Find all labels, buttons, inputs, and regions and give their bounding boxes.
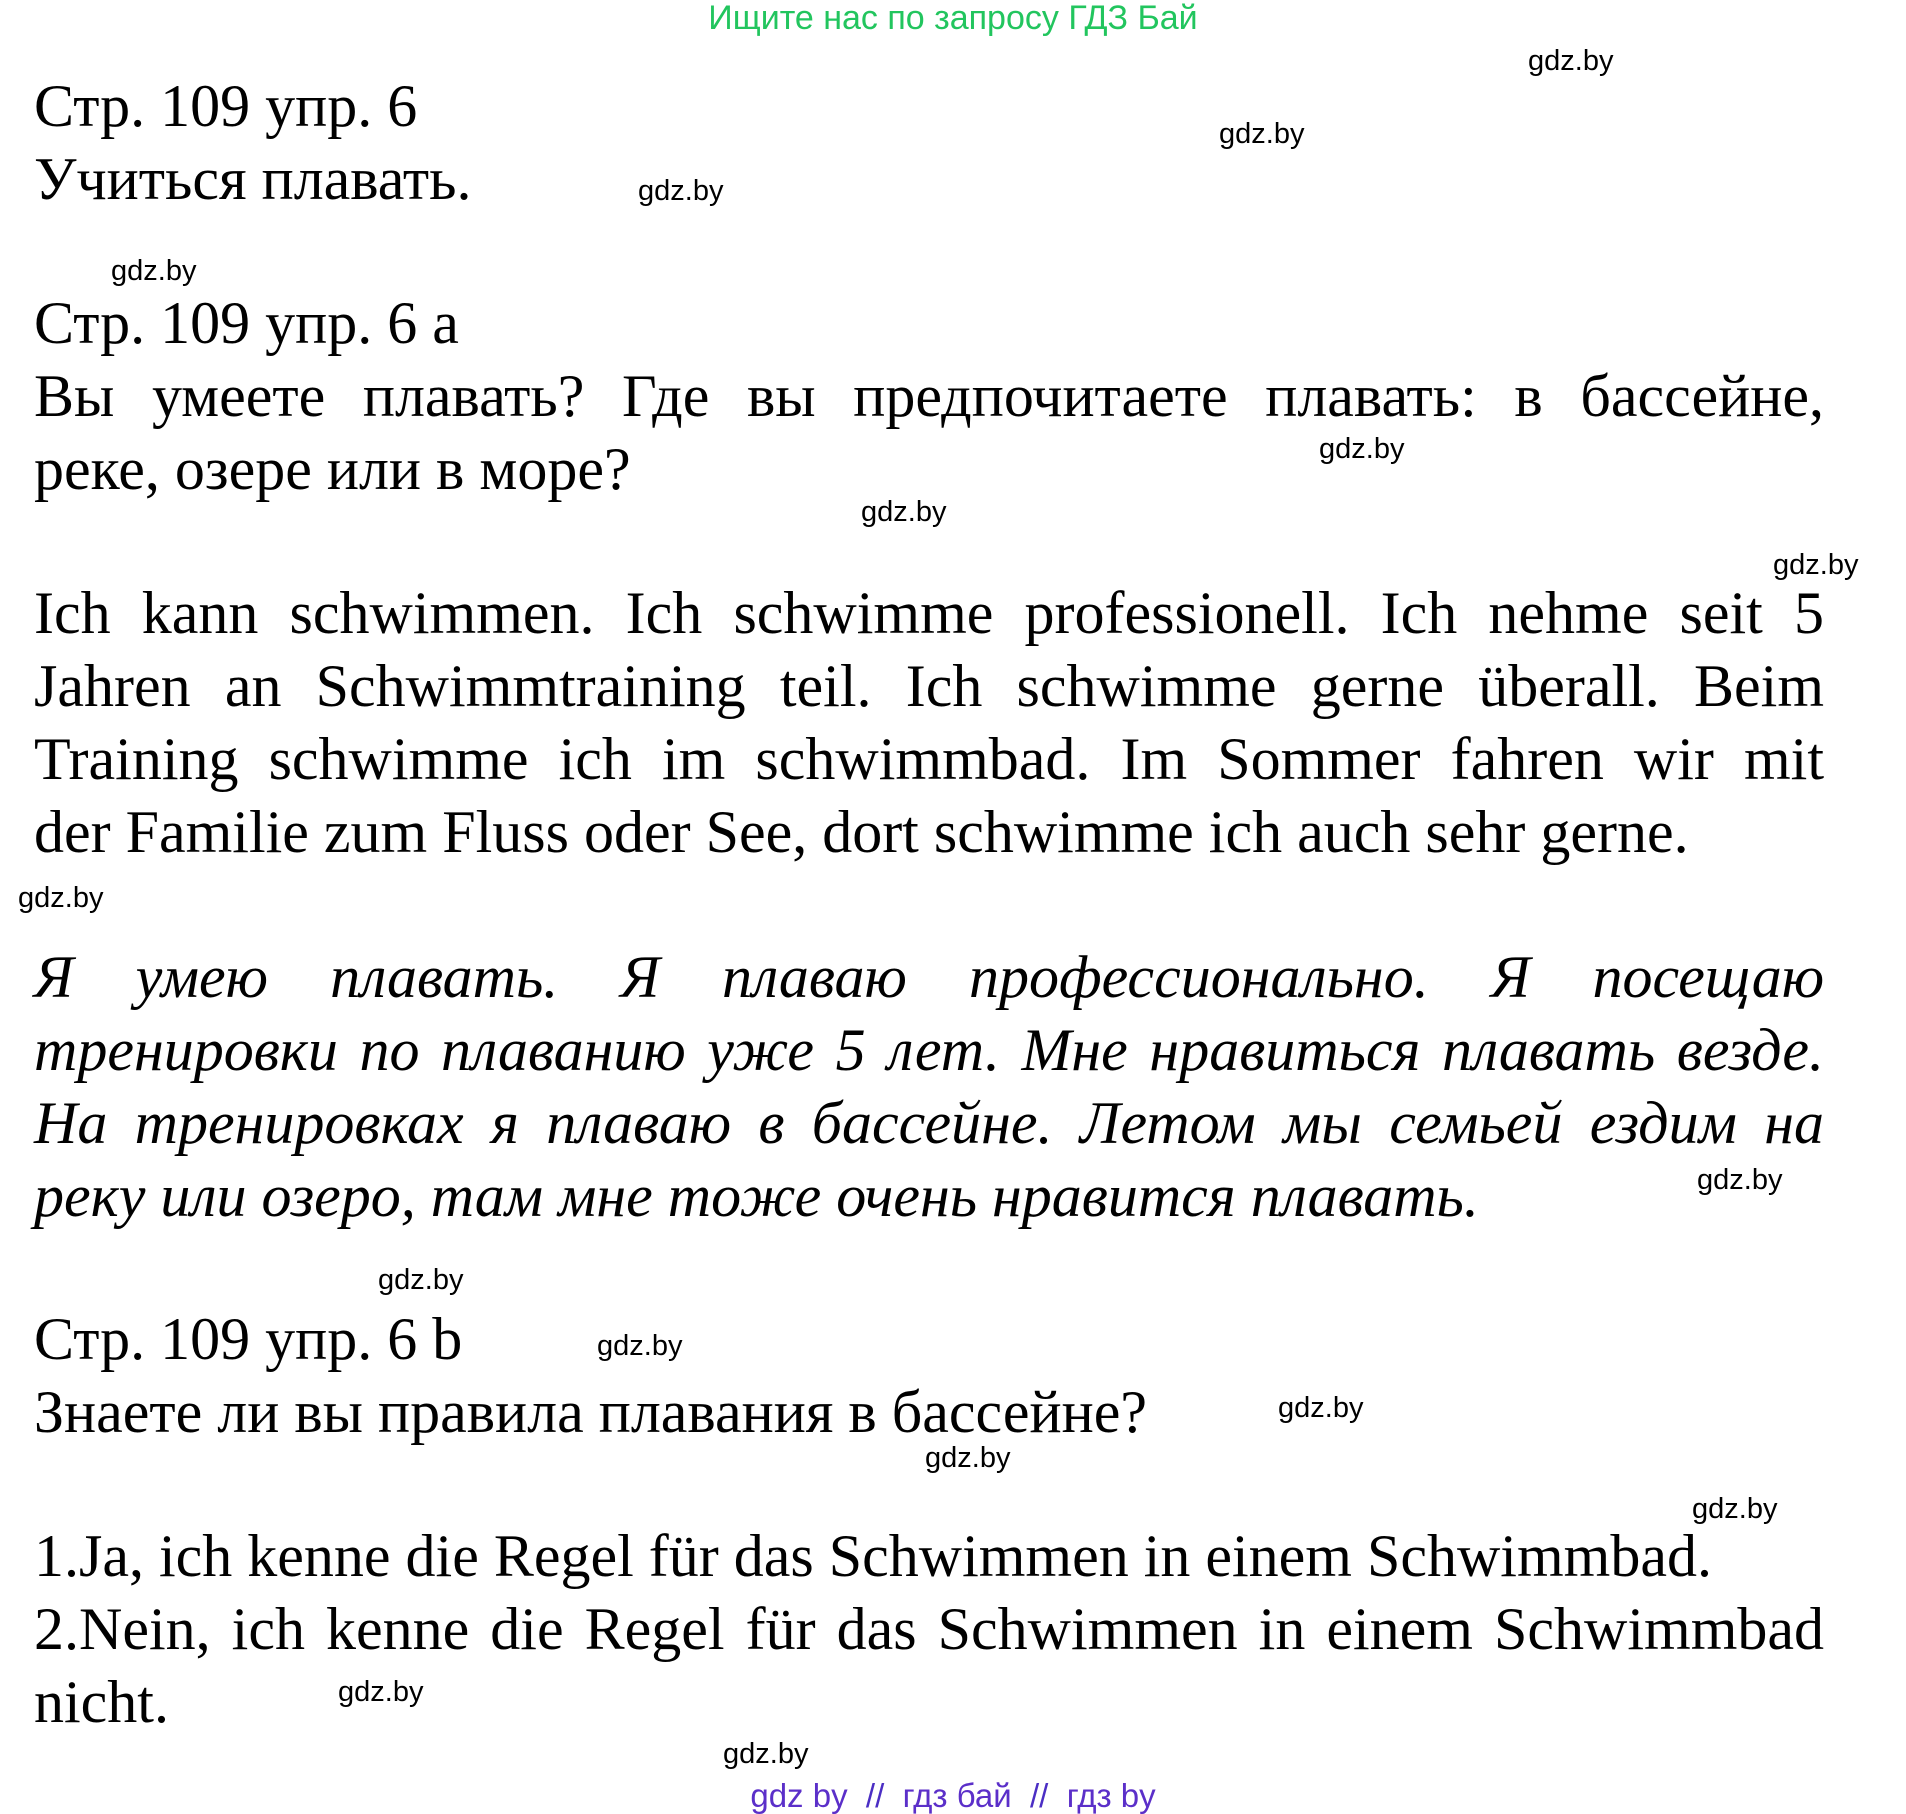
watermark: gdz.by bbox=[111, 255, 197, 287]
question-line: реке, озере или в море? bbox=[34, 436, 631, 502]
watermark: gdz.by bbox=[1692, 1493, 1778, 1525]
watermark: gdz.by bbox=[1528, 45, 1614, 77]
exercise-heading: Стр. 109 упр. 6 bbox=[34, 73, 418, 139]
watermark: gdz.by bbox=[723, 1738, 809, 1770]
watermark: gdz.by bbox=[338, 1676, 424, 1708]
translation-line: На тренировках я плаваю в бассейне. Летом мы семьей ездим на bbox=[34, 1090, 1824, 1156]
watermark: gdz.by bbox=[378, 1264, 464, 1296]
watermark: gdz.by bbox=[638, 175, 724, 207]
watermark: gdz.by bbox=[1319, 433, 1405, 465]
answer-line: 2.Nein, ich kenne die Regel für das Schwimmen in einem Schwimmbad bbox=[34, 1596, 1824, 1662]
exercise-heading: Стр. 109 упр. 6 а bbox=[34, 290, 459, 356]
watermark: gdz.by bbox=[925, 1442, 1011, 1474]
translation-line: реку или озеро, там мне тоже очень нравится плавать. bbox=[34, 1163, 1479, 1229]
translation-line: тренировки по плаванию уже 5 лет. Мне нравиться плавать везде. bbox=[34, 1017, 1824, 1083]
exercise-heading: Стр. 109 упр. 6 b bbox=[34, 1306, 463, 1372]
question-line: Вы умеете плавать? Где вы предпочитаете плавать: в бассейне, bbox=[34, 363, 1824, 429]
watermark: gdz.by bbox=[18, 882, 104, 914]
footer-link-gdz-bai[interactable]: гдз бай bbox=[902, 1777, 1012, 1814]
answer-line: 1.Ja, ich kenne die Regel für das Schwimmen in einem Schwimmbad. bbox=[34, 1523, 1712, 1589]
answer-de-line: der Familie zum Fluss oder See, dort schwimme ich auch sehr gerne. bbox=[34, 799, 1689, 865]
watermark: gdz.by bbox=[1697, 1164, 1783, 1196]
question-line: Знаете ли вы правила плавания в бассейне? bbox=[34, 1379, 1147, 1445]
exercise-title: Учиться плавать. bbox=[34, 146, 472, 212]
footer-separator: // bbox=[865, 1777, 885, 1814]
answer-de-line: Training schwimme ich im schwimmbad. Im Sommer fahren wir mit bbox=[34, 726, 1824, 792]
footer-link-gdz-by-cyr[interactable]: гдз by bbox=[1066, 1777, 1156, 1814]
watermark: gdz.by bbox=[1278, 1392, 1364, 1424]
watermark: gdz.by bbox=[1773, 549, 1859, 581]
footer-link-gdz-by[interactable]: gdz by bbox=[750, 1777, 848, 1814]
answer-de-line: Jahren an Schwimmtraining teil. Ich schwimme gerne überall. Beim bbox=[34, 653, 1824, 719]
top-banner: Ищите нас по запросу ГДЗ Бай bbox=[708, 0, 1198, 37]
watermark: gdz.by bbox=[861, 496, 947, 528]
answer-de-line: Ich kann schwimmen. Ich schwimme professionell. Ich nehme seit 5 bbox=[34, 580, 1824, 646]
translation-line: Я умею плавать. Я плаваю профессионально. Я посещаю bbox=[34, 944, 1824, 1010]
watermark: gdz.by bbox=[1219, 118, 1305, 150]
footer-separator: // bbox=[1030, 1777, 1049, 1814]
answer-line: nicht. bbox=[34, 1669, 169, 1735]
footer-links bbox=[0, 1778, 1906, 1814]
watermark: gdz.by bbox=[597, 1330, 683, 1362]
